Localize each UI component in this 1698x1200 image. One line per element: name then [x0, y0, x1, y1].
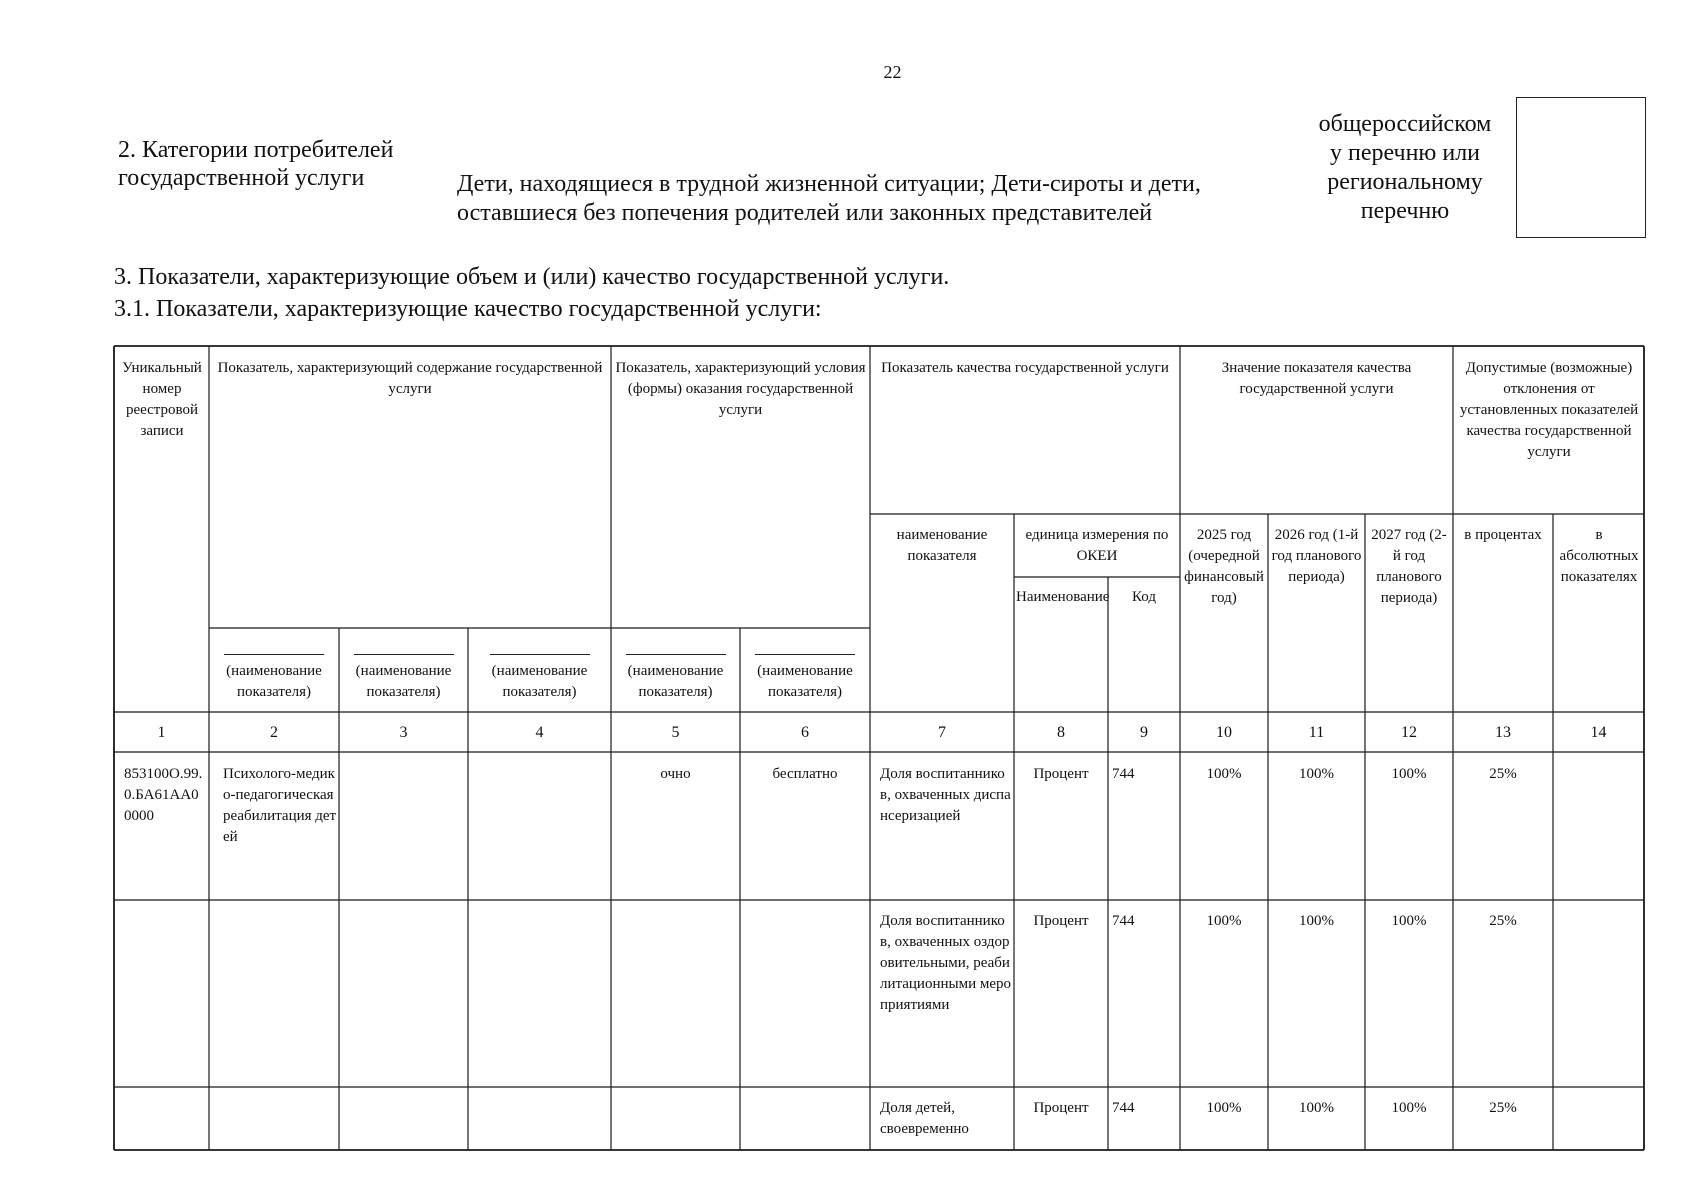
header-year-2025: 2025 год (очередной финансовый год)	[1184, 527, 1264, 606]
list-note: общероссийском у перечню или региональному перечню	[1318, 111, 1492, 224]
header-conditions-indicator: Показатель, характеризующий условия (формы) оказания государственной услуги	[615, 360, 866, 418]
table-row-2-v2026: 100%	[1299, 913, 1334, 929]
table-row-1-code: 744	[1112, 766, 1135, 782]
table-row-1-v2027: 100%	[1391, 766, 1427, 782]
col-number: 11	[1308, 724, 1325, 741]
header-quality-indicator: Показатель качества государственной услуги	[881, 360, 1169, 376]
table-row-3-v2027: 100%	[1391, 1100, 1427, 1116]
col-number: 13	[1495, 724, 1511, 741]
header-content-indicator: Показатель, характеризующий содержание государственной услуги	[217, 360, 603, 397]
header-unit-okei: единица измерения по ОКЕИ	[1025, 527, 1169, 564]
table-row-3-code: 744	[1112, 1100, 1135, 1116]
header-deviations: Допустимые (возможные) отклонения от установленных показателей качества государственной услуги	[1459, 360, 1639, 460]
registry-code-box	[1516, 97, 1646, 238]
table-row-1-payment: бесплатно	[772, 766, 838, 782]
table-row-3-unit: Процент	[1033, 1100, 1089, 1116]
table-row-2-indicator: Доля воспитанников, охваченных оздоровительными, реабилитационными мероприятиями	[880, 913, 1012, 1013]
table-row-1-registry: 853100О.99.0.БА61АА00000	[124, 766, 203, 824]
table-row-2-unit: Процент	[1033, 913, 1089, 929]
subheader-col-4: (наименование показателя)	[470, 654, 609, 703]
subheader-col-2: (наименование показателя)	[211, 654, 337, 703]
section-3-title: 3. Показатели, характеризующие объем и (или) качество государственной услуги.	[114, 264, 950, 290]
consumer-categories-label: 2. Категории потребителей государственной услуги	[118, 137, 394, 191]
page-number: 22	[883, 62, 902, 82]
subheader-col-6: (наименование показателя)	[742, 654, 868, 703]
col-number: 5	[671, 724, 680, 741]
table-row-1-v2026: 100%	[1299, 766, 1334, 782]
table-row-2-v2027: 100%	[1391, 913, 1427, 929]
col-number: 12	[1401, 724, 1417, 741]
table-row-1-indicator: Доля воспитанников, охваченных диспансеризацией	[880, 766, 1011, 824]
header-unit-name: Наименование	[1016, 589, 1110, 605]
table-row-1-dev-percent: 25%	[1489, 766, 1517, 782]
table-row-3-indicator: Доля детей, своевременно	[880, 1100, 969, 1137]
table-row-1-v2025: 100%	[1206, 766, 1242, 782]
col-number: 6	[801, 724, 809, 741]
subheader-col-3: (наименование показателя)	[341, 654, 466, 703]
consumer-categories-value: Дети, находящиеся в трудной жизненной ситуации; Дети-сироты и дети, оставшиеся без попечения родителей или законных представителей	[457, 171, 1201, 226]
header-unit-code: Код	[1132, 589, 1156, 605]
table-row-2-dev-percent: 25%	[1489, 913, 1517, 929]
col-number: 1	[157, 724, 166, 741]
col-number: 8	[1057, 724, 1065, 741]
table-row-2-code: 744	[1112, 913, 1135, 929]
table-row-3-v2025: 100%	[1206, 1100, 1242, 1116]
col-number: 14	[1590, 724, 1607, 741]
subheader-col-5: (наименование показателя)	[613, 654, 738, 703]
header-in-absolute: в абсолютных показателях	[1559, 527, 1639, 585]
col-number: 7	[938, 724, 946, 741]
table-row-1-form: очно	[660, 766, 691, 782]
header-indicator-name: наименование показателя	[896, 527, 988, 564]
header-year-2027: 2027 год (2-й год планового периода)	[1371, 527, 1447, 606]
col-number: 10	[1216, 724, 1232, 741]
header-unique-number: Уникальный номер реестровой записи	[122, 360, 202, 439]
table-row-3-dev-percent: 25%	[1489, 1100, 1517, 1116]
col-number: 9	[1140, 724, 1148, 741]
table-row-1-unit: Процент	[1033, 766, 1089, 782]
header-in-percent: в процентах	[1464, 527, 1542, 543]
col-number: 2	[270, 724, 278, 741]
table-row-1-content: Психолого-медико-педагогическая реабилитация детей	[223, 766, 337, 845]
col-number: 3	[399, 724, 408, 741]
table-row-2-v2025: 100%	[1206, 913, 1242, 929]
table-row-3-v2026: 100%	[1299, 1100, 1334, 1116]
col-number: 4	[535, 724, 544, 741]
header-year-2026: 2026 год (1-й год планового периода)	[1271, 527, 1362, 585]
header-quality-value: Значение показателя качества государственной услуги	[1221, 360, 1412, 397]
section-3-1-title: 3.1. Показатели, характеризующие качество государственной услуги:	[114, 296, 822, 322]
